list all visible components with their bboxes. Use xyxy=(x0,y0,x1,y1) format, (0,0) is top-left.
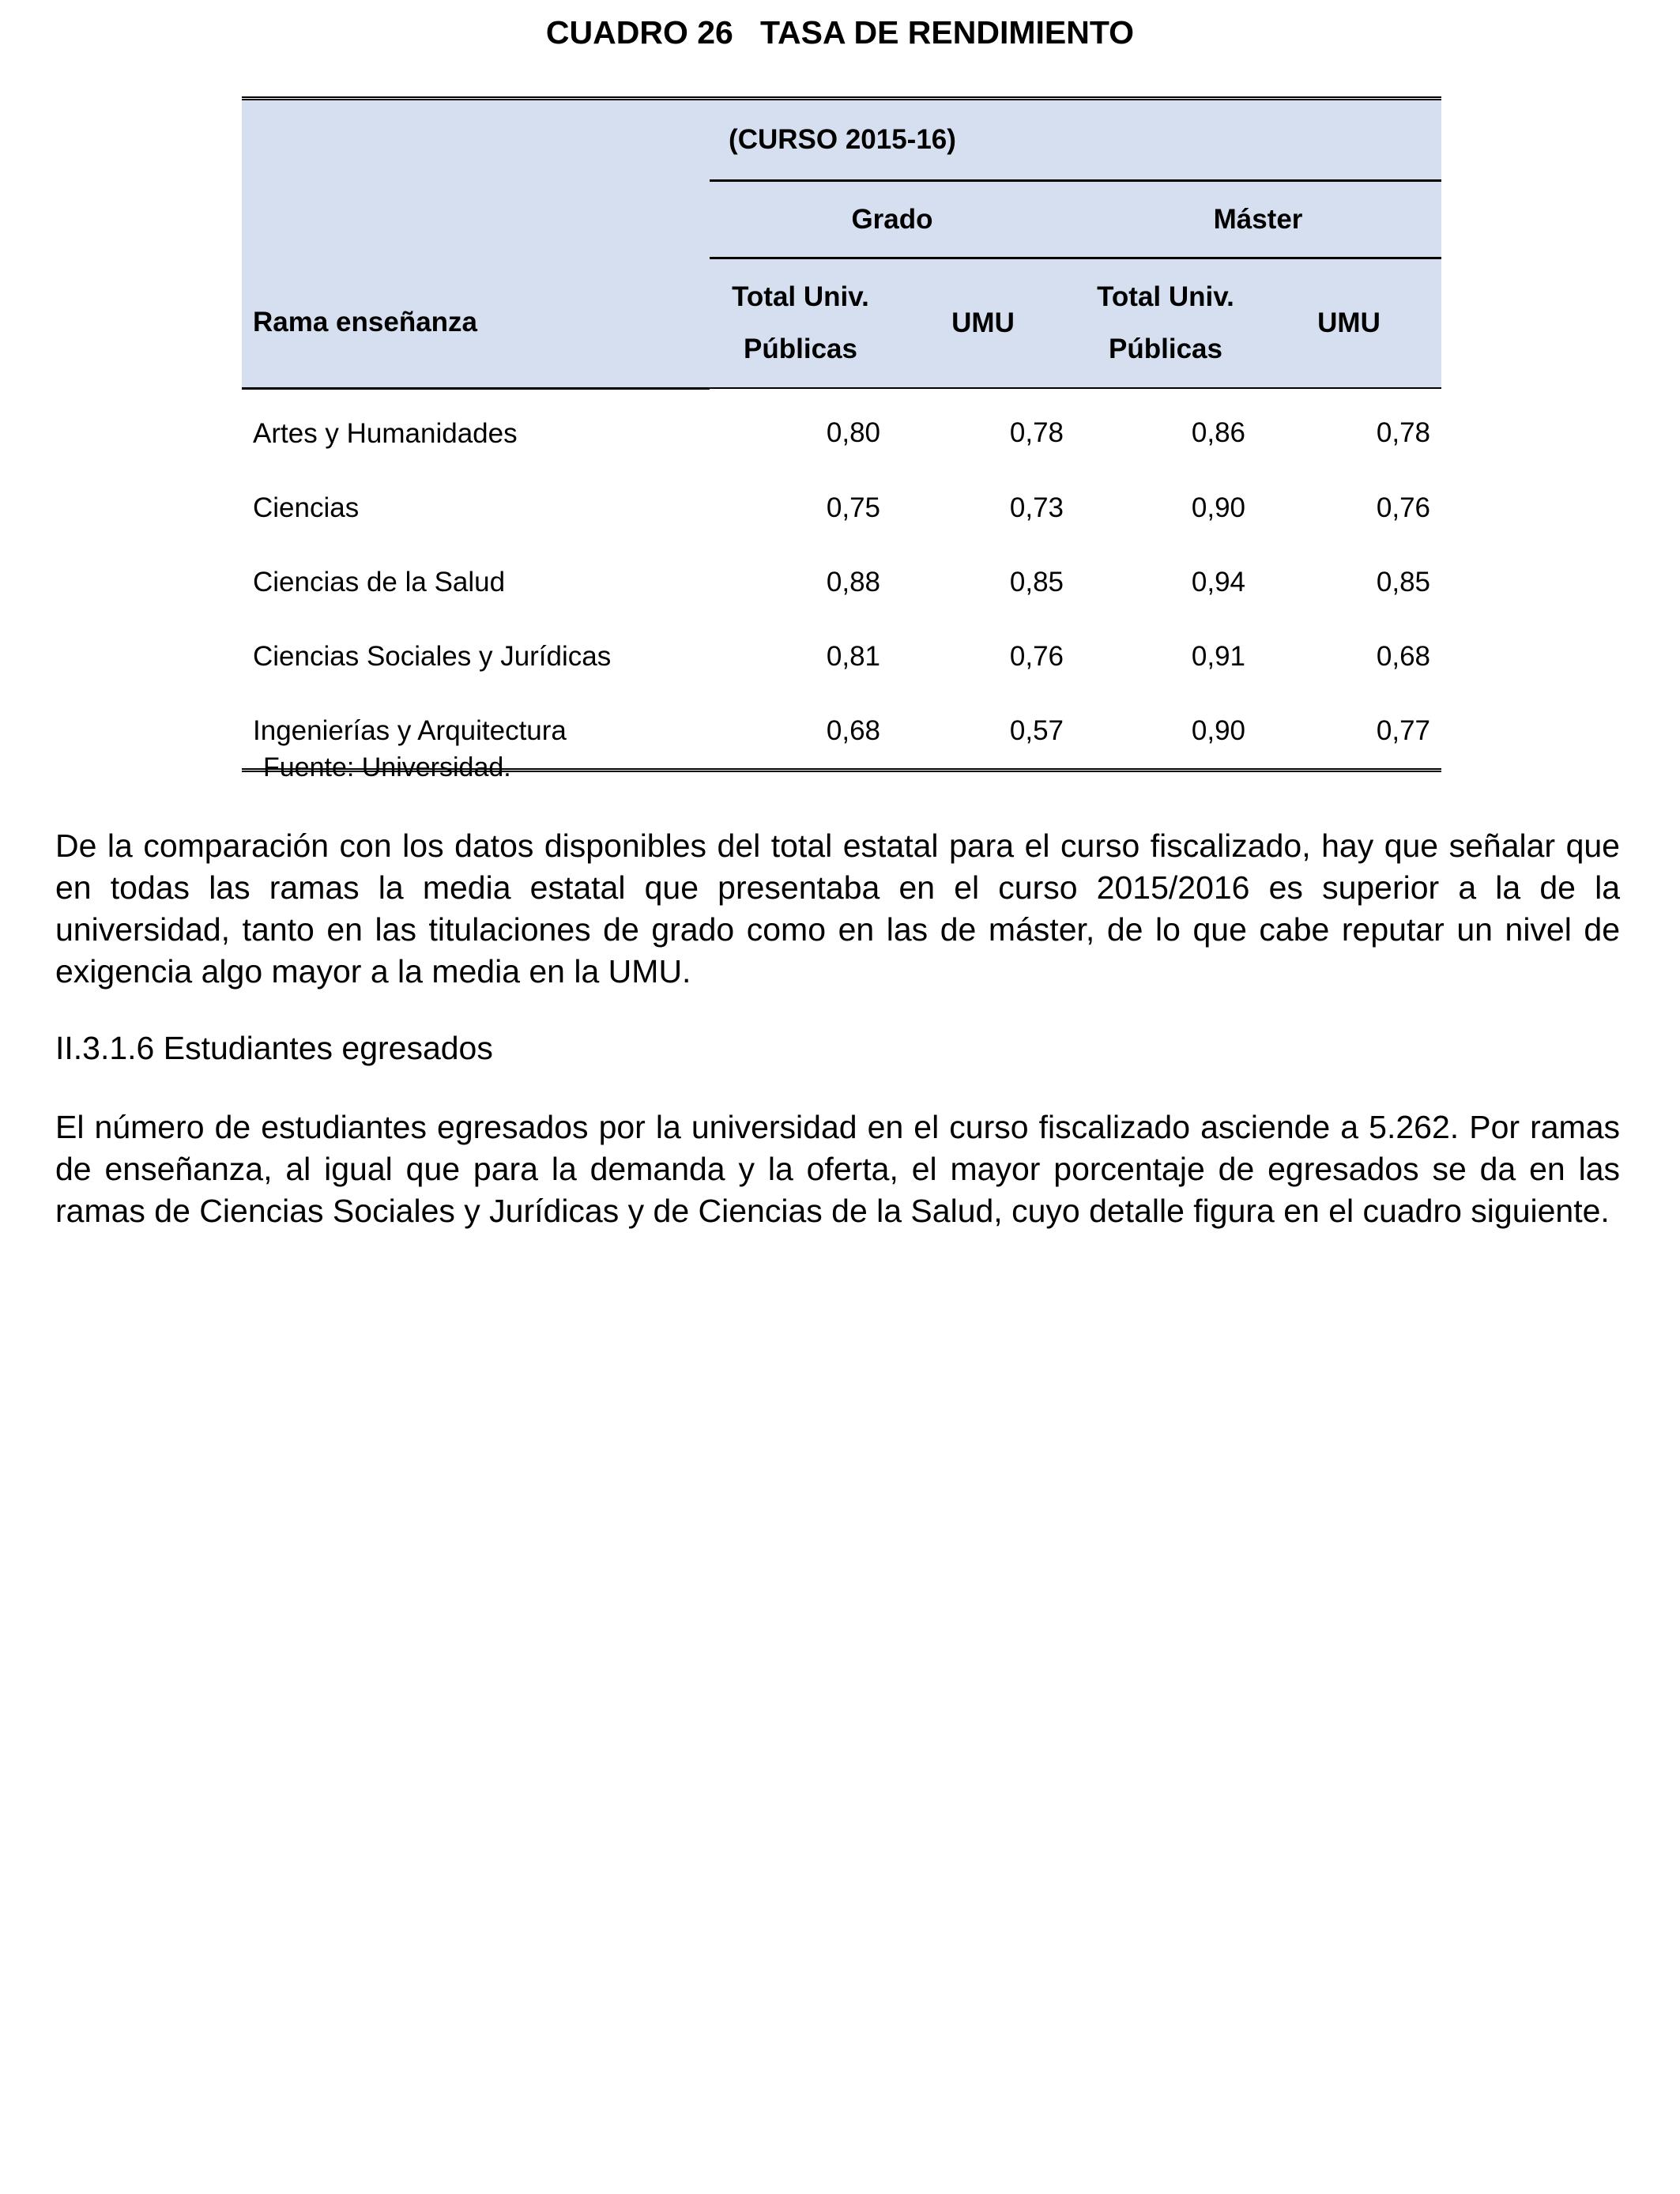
table-row xyxy=(242,545,1441,620)
value-cell: 0,68 xyxy=(1256,620,1441,694)
value-cell: 0,75 xyxy=(710,471,891,545)
period-header xyxy=(710,99,1441,181)
column-header-grado-total xyxy=(710,258,891,389)
row-label: Ciencias xyxy=(242,471,710,545)
column-header-line: Total Univ. xyxy=(732,281,869,312)
column-header-line: Públicas xyxy=(1109,334,1222,364)
value-cell: 0,88 xyxy=(710,545,891,620)
value-cell: 0,76 xyxy=(1256,471,1441,545)
value-cell: 0,91 xyxy=(1075,620,1256,694)
value-cell: 0,90 xyxy=(1075,694,1256,771)
row-label: Ingenierías y Arquitectura xyxy=(242,694,710,771)
header-cell-empty xyxy=(242,181,710,258)
column-header-master-umu: UMU xyxy=(1256,258,1441,389)
header-row-columns xyxy=(242,258,1441,389)
value-cell: 0,73 xyxy=(891,471,1075,545)
body-paragraph: De la comparación con los datos disponibles del total estatal para el curso fiscalizado, hay que señalar que en todas las ramas la media estatal que presentaba en el curso 2015/2016 es superior a la de la universidad, tanto en las titulaciones de grado como en las de máster, de lo que cabe reputar un nivel de exigencia algo mayor a la media en la UMU. xyxy=(55,827,1620,990)
row-label: Ciencias de la Salud xyxy=(242,545,710,620)
column-header-line: Total Univ. xyxy=(1097,281,1234,312)
value-cell: 0,90 xyxy=(1075,471,1256,545)
value-cell: 0,76 xyxy=(891,620,1075,694)
value-cell: 0,85 xyxy=(891,545,1075,620)
performance-rate-table-container xyxy=(242,96,1441,772)
value-cell: 0,85 xyxy=(1256,545,1441,620)
period-label: (CURSO 2015-16) xyxy=(729,124,956,155)
column-header-grado-umu: UMU xyxy=(891,258,1075,389)
row-header-rama: Rama enseñanza xyxy=(242,258,710,389)
value-cell: 0,81 xyxy=(710,620,891,694)
header-row-groups xyxy=(242,181,1441,258)
table-row xyxy=(242,388,1441,471)
column-header-master-total xyxy=(1075,258,1256,389)
value-cell: 0,77 xyxy=(1256,694,1441,771)
value-cell: 0,68 xyxy=(710,694,891,771)
value-cell: 0,80 xyxy=(710,388,891,471)
value-cell: 0,78 xyxy=(891,388,1075,471)
value-cell: 0,86 xyxy=(1075,388,1256,471)
table-row xyxy=(242,471,1441,545)
header-row-period xyxy=(242,99,1441,181)
group-header-master: Máster xyxy=(1075,181,1441,258)
value-cell: 0,78 xyxy=(1256,388,1441,471)
column-header-line: Públicas xyxy=(744,334,857,364)
body-paragraph: El número de estudiantes egresados por la universidad en el curso fiscalizado asciende a 5.262. Por ramas de enseñanza, al igual que para la demanda y la oferta, el mayor porcentaje de egresados se da en las ramas de Ciencias Sociales y Jurídicas y de Ciencias de la Salud, cuyo detalle figura en el cuadro siguiente. xyxy=(55,1109,1620,1229)
row-label: Ciencias Sociales y Jurídicas xyxy=(242,620,710,694)
header-cell-empty xyxy=(242,99,710,181)
group-header-grado: Grado xyxy=(710,181,1075,258)
value-cell: 0,94 xyxy=(1075,545,1256,620)
page-title: CUADRO 26 TASA DE RENDIMIENTO xyxy=(545,14,1135,51)
section-heading: II.3.1.6 Estudiantes egresados xyxy=(55,1030,493,1066)
table-source-note: Fuente: Universidad. xyxy=(263,752,511,782)
performance-rate-table xyxy=(242,96,1441,772)
value-cell: 0,57 xyxy=(891,694,1075,771)
table-row xyxy=(242,620,1441,694)
row-label: Artes y Humanidades xyxy=(242,388,710,471)
